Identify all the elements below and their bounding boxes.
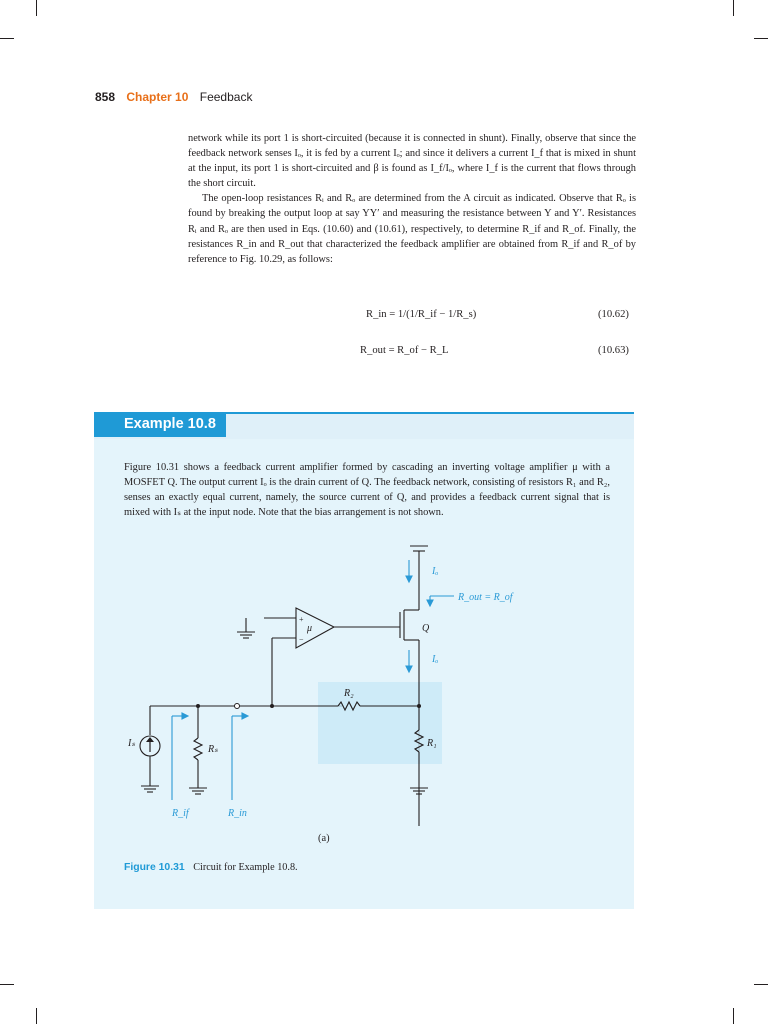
body-text xyxy=(188,131,636,267)
page-number: 858 xyxy=(95,90,116,104)
label-io-top: Iₒ xyxy=(432,566,439,577)
junction-dot xyxy=(196,704,200,708)
equation-number: (10.62) xyxy=(598,309,629,320)
equation-10-62 xyxy=(366,309,476,320)
label-rif: R_if xyxy=(172,808,189,819)
circuit-diagram xyxy=(94,530,544,830)
eq-lhs: R_out xyxy=(360,345,386,356)
crop-mark xyxy=(0,984,14,985)
figure-sublabel: (a) xyxy=(318,833,330,844)
crop-mark xyxy=(754,38,768,39)
crop-mark xyxy=(733,1008,734,1024)
crop-mark xyxy=(733,0,734,16)
eq-rhs: = 1/(1/R_if − 1/R_s) xyxy=(389,309,477,320)
crop-mark xyxy=(36,1008,37,1024)
crop-mark xyxy=(36,0,37,16)
label-r1: R₁ xyxy=(427,738,437,749)
label-rs: Rₛ xyxy=(208,744,218,755)
example-rule xyxy=(226,412,634,414)
label-r2: R₂ xyxy=(344,688,354,699)
junction-dot xyxy=(417,704,421,708)
source-arrowhead xyxy=(146,737,154,742)
section-title: Feedback xyxy=(199,90,253,104)
eq-rhs: = R_of − R_L xyxy=(388,345,449,356)
figure-label: Figure 10.31 xyxy=(124,862,185,873)
paragraph-2: The open-loop resistances Rᵢ and Rₒ are determined from the A circuit as indicated. Observe that Rₒ is found by breaking the output loop at say YY′ and measuring the resistance between Y and Y′. Resistances Rᵢ and Rₒ are then used in Eqs. (10.60) and (10.61), respectively, to determine R_if and R_of. Finally, the resistances R_in and R_out that characterized the feedback amplifier are obtained from R_if and R_of by reference to Fig. 10.29, as follows: xyxy=(188,193,636,265)
label-q: Q xyxy=(422,623,430,634)
label-minus: − xyxy=(299,635,304,644)
label-rin: R_in xyxy=(228,808,247,819)
example-text: Figure 10.31 shows a feedback current amplifier formed by cascading an inverting voltage amplifier μ with a MOSFET Q. The output current Iₒ is the drain current of Q. The feedback network, consisting of resistors R₁ and R₂, senses an exactly equal current, namely, the source current of Q, and provides a feedback current signal that is mixed with Iₛ at the input node. Note that the bias arrangement is not shown. xyxy=(124,462,610,518)
feedback-network-highlight xyxy=(318,682,442,764)
crop-mark xyxy=(754,984,768,985)
running-header xyxy=(95,90,252,108)
paragraph-1: network while its port 1 is short-circuited (because it is connected in shunt). Finally, observe that since the feedback network senses Iₒ, it is fed by a current Iₒ; and since it delivers a current I_f that is mixed in shunt at the input, its port 1 is short-circuited and β is found as I_f/Iₒ, where I_f is the current that flows through the short circuit. xyxy=(188,133,636,190)
figure-caption xyxy=(124,862,298,873)
figure-caption-text: Circuit for Example 10.8. xyxy=(193,862,298,873)
label-rout: R_out = R_of xyxy=(458,592,513,603)
example-title-text: Example 10.8 xyxy=(124,416,216,432)
label-io-mid: Iₒ xyxy=(432,654,439,665)
crop-mark xyxy=(0,38,14,39)
eq-lhs: R_in xyxy=(366,309,387,320)
equation-number: (10.63) xyxy=(598,345,629,356)
label-mu: μ xyxy=(307,623,313,634)
label-is: Iₛ xyxy=(128,738,136,749)
label-plus: + xyxy=(299,615,304,624)
example-title xyxy=(94,412,226,437)
chapter-label: Chapter 10 xyxy=(126,90,189,104)
equation-10-63 xyxy=(360,345,448,356)
break-node xyxy=(235,704,240,709)
junction-dot xyxy=(270,704,274,708)
